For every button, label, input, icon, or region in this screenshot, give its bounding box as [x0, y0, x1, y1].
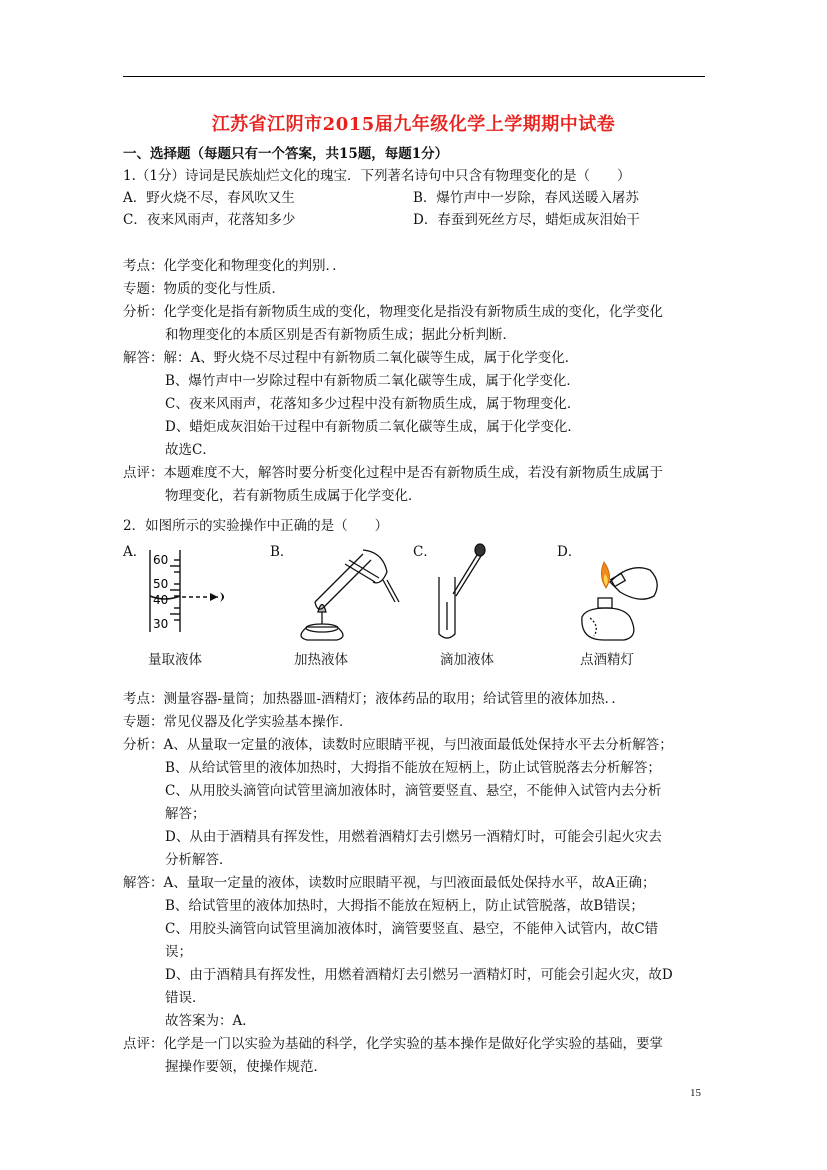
q2-caption-c: 滴加液体	[440, 652, 494, 668]
header-rule	[123, 76, 705, 77]
tick-label: 50	[153, 577, 169, 591]
q2-jieda-5: D、由于酒精具有挥发性，用燃着酒精灯去引燃另一酒精灯时，可能会引起火灾，故D	[165, 967, 673, 983]
tick-label: 60	[153, 553, 169, 567]
q2-label-a: A．	[123, 544, 147, 560]
page-number: 15	[690, 1087, 701, 1099]
q1-option-d: D．春蚕到死丝方尽，蜡炬成灰泪始干	[413, 212, 640, 228]
figure-heating-liquid	[285, 542, 405, 642]
q1-dianping-2: 物理变化，若有新物质生成属于化学变化．	[165, 488, 422, 504]
q2-zhuanti: 专题：常见仪器及化学实验基本操作．	[123, 714, 353, 730]
q1-jieda-5: 故选C．	[165, 442, 216, 458]
q2-fenxi-1: 分析：A、从量取一定量的液体，读数时应眼睛平视，与凹液面最低处保持水平去分析解答；	[123, 737, 673, 753]
q2-label-b: B．	[270, 544, 294, 560]
q1-kaodian: 考点：化学变化和物理变化的判别．．	[123, 258, 346, 274]
q1-jieda-3: C、夜来风雨声，花落知多少过程中没有新物质生成，属于物理变化．	[165, 396, 581, 412]
figure-dropping-liquid	[425, 542, 495, 642]
q2-fenxi-2: B、从给试管里的液体加热时，大拇指不能放在短柄上，防止试管脱落去分析解答；	[165, 760, 661, 776]
q2-caption-b: 加热液体	[294, 652, 348, 668]
tick-label: 30	[153, 617, 169, 631]
figure-graduated-cylinder	[140, 542, 240, 637]
q1-fenxi-1: 分析：化学变化是指有新物质生成的变化，物理变化是指没有新物质生成的变化，化学变化	[123, 304, 663, 320]
q2-jieda-4: 误；	[165, 944, 192, 960]
q2-jieda-1: 解答：A、量取一定量的液体，读数时应眼睛平视，与凹液面最低处保持水平，故A正确；	[123, 875, 656, 891]
q1-option-a: A．野火烧不尽，春风吹又生	[123, 190, 295, 206]
q2-fenxi-6: 分析解答．	[165, 852, 233, 868]
q2-dianping-2: 握操作要领，使操作规范．	[165, 1059, 327, 1075]
figure-lighting-alcohol-lamp	[570, 542, 665, 642]
q2-label-d: D．	[557, 544, 582, 560]
q2-kaodian: 考点：测量容器-量筒；加热器皿-酒精灯；液体药品的取用；给试管里的液体加热．．	[123, 691, 625, 707]
q1-jieda-1: 解答：解：A、野火烧不尽过程中有新物质二氧化碳等生成，属于化学变化．	[123, 350, 579, 366]
q2-dianping-1: 点评：化学是一门以实验为基础的科学，化学实验的基本操作是做好化学实验的基础，要掌	[123, 1036, 663, 1052]
q1-jieda-4: D、蜡炬成灰泪始干过程中有新物质二氧化碳等生成，属于化学变化．	[165, 419, 581, 435]
q2-fenxi-4: 解答；	[165, 806, 206, 822]
tick-label: 40	[153, 593, 169, 607]
q1-fenxi-2: 和物理变化的本质区别是否有新物质生成；据此分析判断．	[165, 327, 516, 343]
q1-zhuanti: 专题：物质的变化与性质．	[123, 281, 285, 297]
q2-fenxi-3: C、从用胶头滴管向试管里滴加液体时，滴管要竖直、悬空，不能伸入试管内去分析	[165, 783, 662, 799]
q1-option-c: C．夜来风雨声，花落知多少	[123, 212, 296, 228]
q2-fenxi-5: D、从由于酒精具有挥发性，用燃着酒精灯去引燃另一酒精灯时，可能会引起火灾去	[165, 829, 662, 845]
q2-jieda-7: 故答案为：A．	[165, 1013, 256, 1029]
page-title: 江苏省江阴市2015届九年级化学上学期期中试卷	[211, 114, 616, 135]
q1-option-b: B．爆竹声中一岁除，春风送暖入屠苏	[413, 190, 639, 206]
section-heading: 一、选择题（每题只有一个答案，共15题，每题1分）	[123, 146, 449, 162]
q1-dianping-1: 点评：本题难度不大，解答时要分析变化过程中是否有新物质生成，若没有新物质生成属于	[123, 465, 663, 481]
q2-caption-d: 点酒精灯	[580, 652, 634, 668]
eye-icon	[220, 592, 224, 602]
q1-stem: 1.（1分）诗词是民族灿烂文化的瑰宝．下列著名诗句中只含有物理变化的是（ ）	[123, 168, 631, 184]
q2-jieda-6: 错误．	[165, 990, 206, 1006]
q1-jieda-2: B、爆竹声中一岁除过程中有新物质二氧化碳等生成，属于化学变化．	[165, 373, 580, 389]
q2-jieda-3: C、用胶头滴管向试管里滴加液体时，滴管要竖直、悬空，不能伸入试管内，故C错	[165, 921, 659, 937]
q2-caption-a: 量取液体	[148, 652, 202, 668]
q2-jieda-2: B、给试管里的液体加热时，大拇指不能放在短柄上，防止试管脱落，故B错误；	[165, 898, 644, 914]
q2-label-c: C．	[413, 544, 437, 560]
q2-stem: 2．如图所示的实验操作中正确的是（ ）	[123, 518, 389, 534]
